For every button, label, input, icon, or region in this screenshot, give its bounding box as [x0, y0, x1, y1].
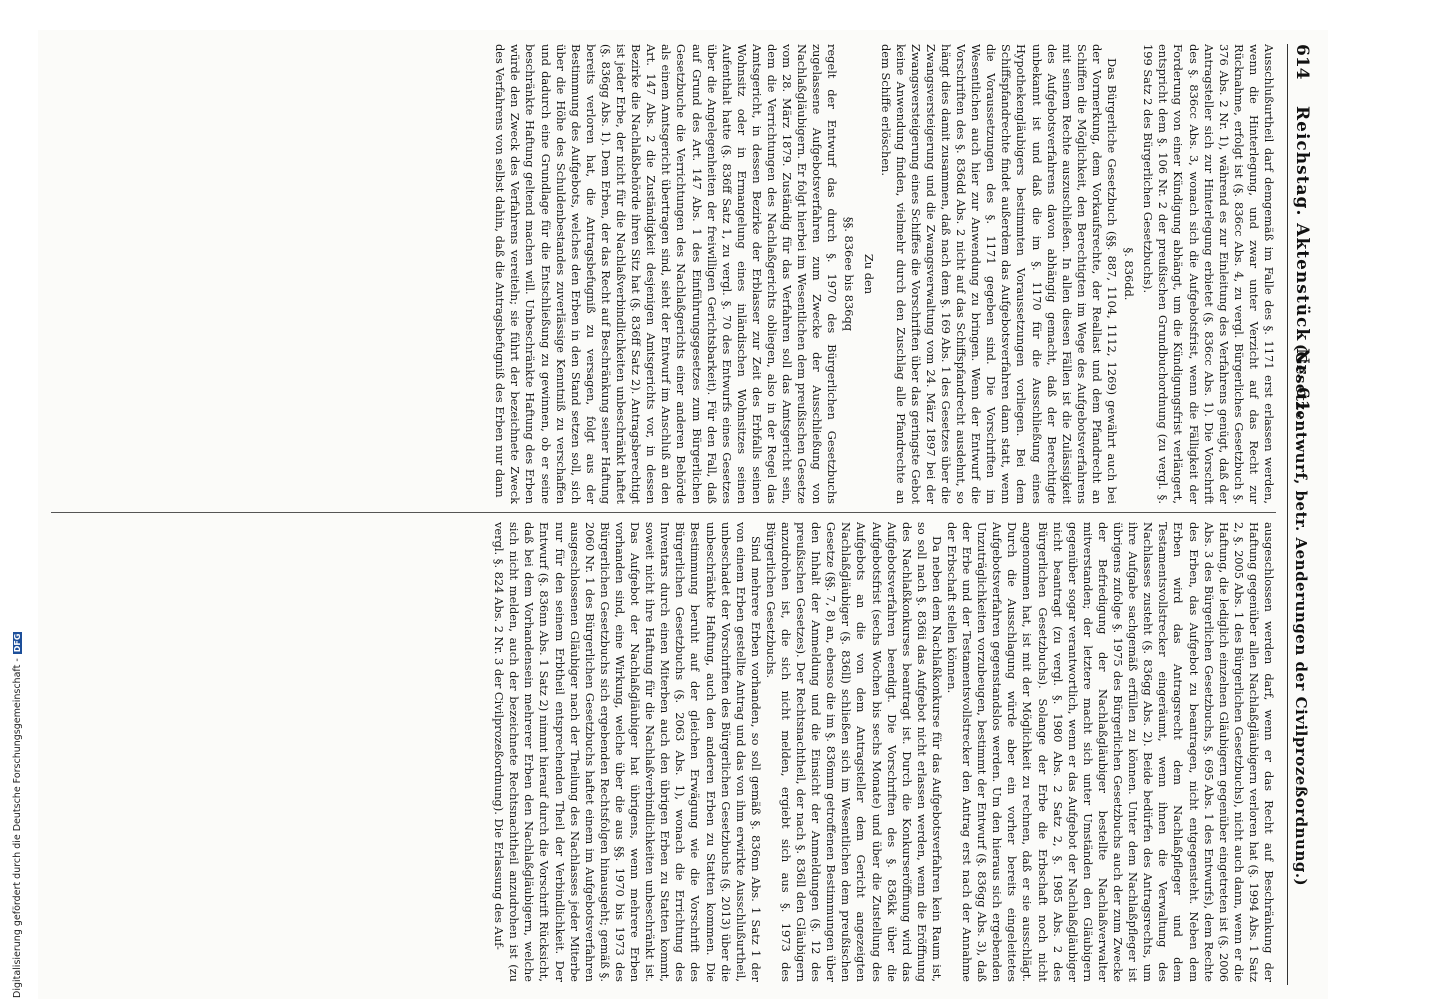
page-header	[1284, 44, 1314, 985]
header-rule	[1287, 44, 1288, 985]
left-column	[51, 44, 1276, 504]
paragraph: Ausschlußurtheil darf demgemäß im Falle des §. 1171 erst erlassen werden, wenn die Hinterlegung, und zwar unter Verzicht auf das Recht zur Rücknahme, erfolgt ist (§. 836cc Abs. 4, zu vergl. Bürgerliches Gesetzbuch §. 376 Abs. 2 Nr. 1), während es zur Einleitung des Verfahrens genügt, daß der Antragsteller sich zur Hinterlegung erbietet (§. 836cc Abs. 1). Die Vorschrift des §. 836cc Abs. 3, wonach sich die Aufgebotsfrist, wenn die Fälligkeit der Forderung von einer Kündigung abhängt, um die Kündigungsfrist verlängert, entspricht dem §. 106 Nr. 2 der preußischen Grundbuchordnung (zu vergl. §. 199 Satz 2 des Bürgerlichen Gesetzbuchs).	[1141, 44, 1276, 504]
scanned-page	[38, 30, 1328, 999]
section-intro: Zu den	[861, 253, 876, 295]
dfg-logo: DFG	[13, 633, 22, 653]
paragraph: Das Bürgerliche Gesetzbuch (§§. 887, 1104, 1112, 1269) gewährt auch bei der Vormerkung, dem Vorkaufsrechte, der Reallast und dem Pfandrecht an Schiffen die Möglichkeit, den Berechtigten im Wege des Aufgebotsverfahrens mit seinem Rechte auszuschließen. In allen diesen Fällen ist die Zulässigkeit des Aufgebotsverfahrens davon abhängig gemacht, daß der Berechtigte unbekannt ist und daß die im §. 1170 für die Ausschließung eines Hypothekengläubigers bestimmten Voraussetzungen vorliegen. Bei dem Schiffspfandrechte findet außerdem das Aufgebotsverfahren dann statt, wenn die Voraussetzungen des §. 1171 gegeben sind. Die Vorschriften im Wesentlichen auch hier zur Anwendung zu bringen. Wenn der Entwurf die Vorschriften des §. 836dd Abs. 2 nicht auf das Schiffspfandrecht ausdehnt, so hängt dies damit zusammen, daß nach dem §. 169 Abs. 1 des Gesetzes über die Zwangsversteigerung und die Zwangsverwaltung vom 24. März 1897 bei der Zwangsversteigerung eines Schiffes die Vorschriften über das geringste Gebot keine Anwendung finden, vielmehr durch den Zuschlag alle Pfandrechte an dem Schiffe erlöschen.	[878, 44, 1120, 504]
page-subtitle: (Gesetzentwurf, betr. Aenderungen der Civilprozeßordnung.)	[1292, 344, 1310, 887]
section-heading: §§. 836ee bis 836qq	[842, 216, 857, 332]
paragraph: regelt der Entwurf das durch §. 1970 des Bürgerlichen Gesetzbuchs zugelassene Aufgebotsverfahren zum Zwecke der Ausschließung von Nachlaßgläubigern. Er folgt hierbei im Wesentlichen dem preußischen Gesetze vom 28. März 1879. Zuständig für das Verfahren soll das Amtsgericht sein, dem die Verrichtungen des Nachlaßgerichts obliegen, also in der Regel das Amtsgericht, in dessen Bezirke der Erblasser zur Zeit des Erbfalls seinen Wohnsitz oder in Ermangelung eines inländischen Wohnsitzes seinen Aufenthalt hatte (§. 836ff Satz 1, zu vergl. §. 70 des Entwurfs eines Gesetzes über die Angelegenheiten der freiwilligen Gerichtsbarkeit). Für den Fall, daß auf Grund des Art. 147 Abs. 1 des Einführungsgesetzes zum Bürgerlichen Gesetzbuche die Verrichtungen des Nachlaßgerichts einer anderen Behörde als einem Amtsgericht übertragen sind, sieht der Entwurf im Anschluß an den Art. 147 Abs. 2 die Zuständigkeit desjenigen Amtsgerichts vor, in dessen Bezirke die Nachlaßbehörde ihren Sitz hat (§. 836ff Satz 2). Antragsberechtigt ist jeder Erbe, der nicht für die Nachlaßverbindlichkeiten unbeschränkt haftet (§. 836gg Abs. 1). Dem Erben, der das Recht auf Beschränkung seiner Haftung bereits verloren hat, die Antragsbefugniß zu versagen, folgt aus der Bestimmung des Aufgebots, welches den Erben in den Stand setzen soll, sich über die Höhe des Schuldenbestandes zuverlässige Kenntniß zu verschaffen und dadurch eine Grundlage für die Entschließung zu gewinnen, ob er seine beschränkte Haftung geltend machen will. Unbeschränkte Haftung des Erben würde den Zweck des Verfahrens vereiteln; sie führt der bezeichnete Zweck des Verfahrens von selbst dahin, daß die Antragsbefugniß des Erben nur dann	[493, 44, 840, 504]
paragraph: Da neben dem Nachlaßkonkurse für das Aufgebotsverfahren kein Raum ist, so soll nach §. 836ii das Aufgebot nicht erlassen werden, wenn die Eröffnung des Nachlaßkonkurses beantragt ist. Durch die Konkurseröffnung wird das Aufgebotsverfahren beendigt. Die Vorschriften des §. 836kk über die Aufgebotsfrist (sechs Wochen bis sechs Monate) und über die Zustellung des Aufgebots an die von dem Antragsteller dem Gericht angezeigten Nachlaßgläubiger (§. 836ll) schließen sich im Wesentlichen dem preußischen Gesetze (§§. 7, 8) an, ebenso die im §. 836mm getroffenen Bestimmungen über den Inhalt der Anmeldung und die Einsicht der Anmeldungen (§. 12 des preußischen Gesetzes). Der Rechtsnachtheil, der nach §. 836ll den Gläubigern anzudrohen ist, die sich nicht melden, ergiebt sich aus §. 1973 des Bürgerlichen Gesetzbuchs.	[763, 522, 944, 982]
page-title: Reichstag. Aktenstück Nr. 61.	[1292, 106, 1312, 420]
digitization-credit	[12, 632, 23, 998]
section-heading: §. 836dd.	[1122, 247, 1137, 301]
column-divider	[51, 512, 1276, 513]
paragraph: ausgeschlossen werden darf, wenn er das Recht auf Beschränkung der Haftung gegenüber allen Nachlaßgläubigern verloren hat (§. 1994 Abs. 1 Satz 2, §. 2005 Abs. 1 des Bürgerlichen Gesetzbuchs), nicht auch dann, wenn er die Haftung, die lediglich einzelnen Gläubigern gegenüber eingetreten ist (§. 2006 Abs. 3 des Bürgerlichen Gesetzbuchs, §. 695 Abs. 1 des Entwurfs), dem Rechte des Erben, das Aufgebot zu beantragen, nicht entgegensteht. Neben dem Erben wird das Antragsrecht dem Nachlaßpfleger und dem Testamentsvollstrecker eingeräumt, wenn ihnen die Verwaltung des Nachlasses zusteht (§. 836gg Abs. 2). Beide bedürfen des Antragsrechts, um ihre Aufgabe sachgemäß erfüllen zu können. Unter dem Nachlaßpfleger ist übrigens zufolge §. 1975 des Bürgerlichen Gesetzbuchs auch der zum Zwecke der Befriedigung der Nachlaßgläubiger bestellte Nachlaßverwalter mitverstanden; der letztere macht sich unter Umständen den Gläubigern gegenüber sogar verantwortlich, wenn er das Aufgebot der Nachlaßgläubiger nicht beantragt (zu vergl. §. 1980 Abs. 2 Satz 2, §. 1985 Abs. 2 des Bürgerlichen Gesetzbuchs). Solange der Erbe die Erbschaft noch nicht angenommen hat, ist mit der Möglichkeit zu rechnen, daß er sie ausschlägt. Durch die Ausschlagung würde aber ein vorher bereits eingeleitetes Aufgebotsverfahren gegenstandslos werden. Um den hieraus sich ergebenden Unzuträglichkeiten vorzubeugen, bestimmt der Entwurf (§. 836gg Abs. 3), daß der Erbe und der Testamentsvollstrecker den Antrag erst nach der Annahme der Erbschaft stellen können.	[945, 522, 1276, 982]
page-number: 614	[1292, 44, 1312, 80]
credit-text: Digitalisierung gefördert durch die Deutsche Forschungsgemeinschaft -	[12, 658, 23, 998]
paragraph: Sind mehrere Erben vorhanden, so soll gemäß §. 836nn Abs. 1 Satz 1 der von einem Erben gestellte Antrag und das von ihm erwirkte Ausschlußurtheil, unbeschadet der Vorschriften des Bürgerlichen Gesetzbuchs (§. 2013) über die unbeschränkte Haftung, auch den anderen Erben zu Statten kommen. Die Bestimmung beruht auf der gleichen Erwägung wie die Vorschrift des Bürgerlichen Gesetzbuchs (§. 2063 Abs. 1), wonach die Errichtung des Inventars durch einen Miterben auch den übrigen Erben zu Statten kommt, soweit nicht ihre Haftung für die Nachlaßverbindlichkeiten unbeschränkt ist. Das Aufgebot der Nachlaßgläubiger hat übrigens, wenn mehrere Erben vorhanden sind, eine Wirkung, welche über die aus §§. 1970 bis 1973 des Bürgerlichen Gesetzbuchs sich ergebenden Rechtsfolgen hinausgeht; gemäß §. 2060 Nr. 1 des Bürgerlichen Gesetzbuchs haftet einem im Aufgebotsverfahren ausgeschlossenen Gläubiger nach der Theilung des Nachlasses jeder Miterbe nur für den seinem Erbtheil entsprechenden Theil der Verbindlichkeit. Der Entwurf (§. 836nn Abs. 1 Satz 2) nimmt hierauf durch die Vorschrift Rücksicht, daß bei dem Vorhandensein mehrerer Erben den Nachlaßgläubigern, welche sich nicht melden, auch der bezeichnete Rechtsnachtheil anzudrohen ist (zu vergl. §. 824 Abs. 2 Nr. 3 der Civilprozeßordnung). Die Erlassung des Auf-	[492, 522, 763, 982]
right-column	[51, 522, 1276, 982]
